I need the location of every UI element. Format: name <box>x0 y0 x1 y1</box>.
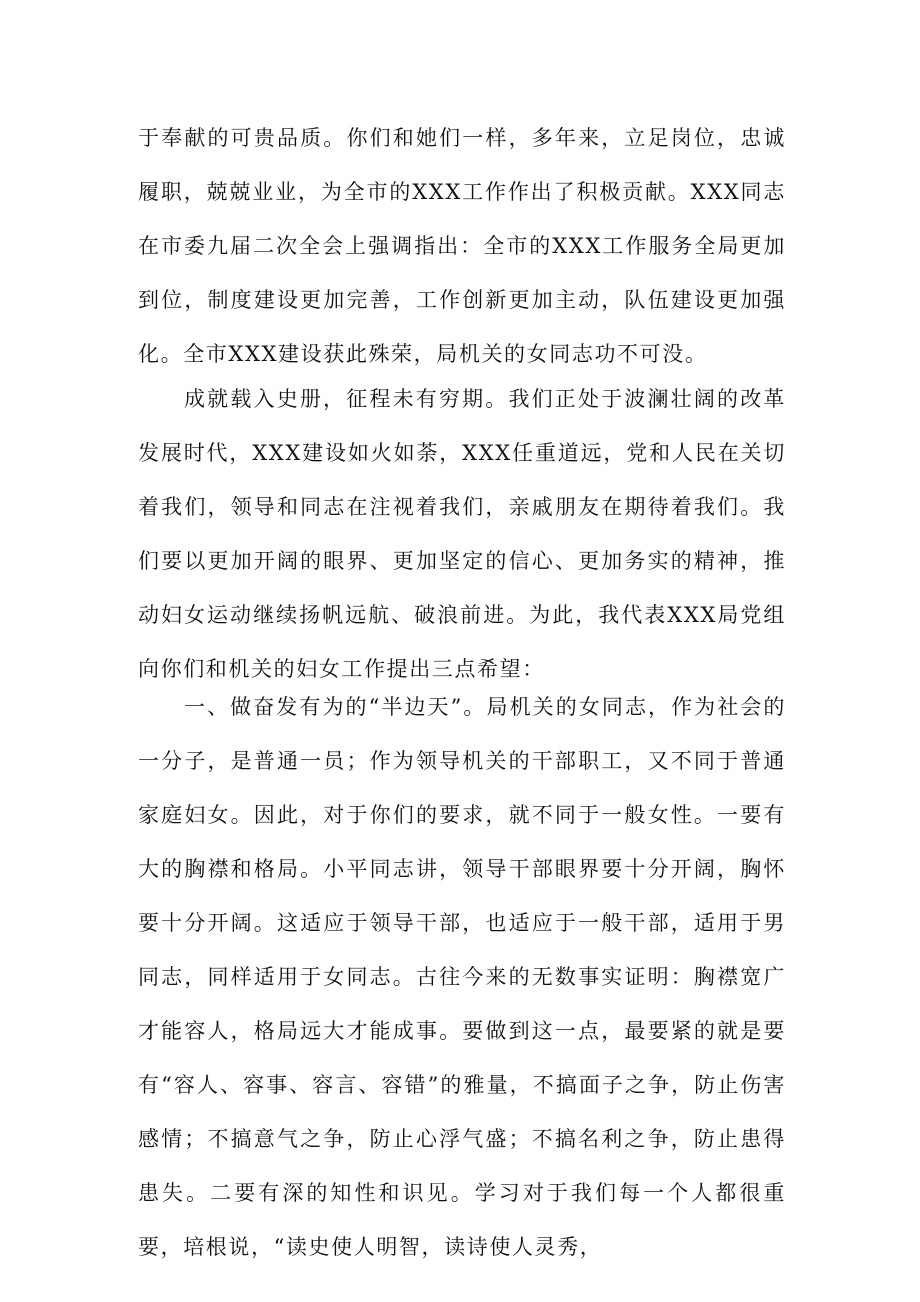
paragraph-text: 成就载入史册，征程未有穷期。我们正处于波澜壮阔的改革发展时代，XXX建设如火如荼，XXX任重道远，党和人民在关切着我们，领导和同志在注视着我们，亲戚朋友在期待着我们。我们要以更加开阔的眼界、更加坚定的信心、更加务实的精神，推动妇女运动继续扬帆远航、破浪前进。为此，我代表XXX局党组向你们和机关的妇女工作提出三点希望： <box>138 387 786 681</box>
paragraph-2 <box>138 372 786 696</box>
paragraph-1 <box>138 111 786 381</box>
paragraph-3 <box>138 680 786 1274</box>
paragraph-text: 一、做奋发有为的“半边天”。局机关的女同志，作为社会的一分子，是普通一员；作为领导机关的干部职工，又不同于普通家庭妇女。因此，对于你们的要求，就不同于一般女性。一要有大的胸襟和格局。小平同志讲，领导干部眼界要十分开阔，胸怀要十分开阔。这适应于领导干部，也适应于一般干部，适用于男同志，同样适用于女同志。古往今来的无数事实证明：胸襟宽广才能容人，格局远大才能成事。要做到这一点，最要紧的就是要有“容人、容事、容言、容错”的雅量，不搞面子之争，防止伤害感情；不搞意气之争，防止心浮气盛；不搞名利之争，防止患得患失。二要有深的知性和识见。学习对于我们每一个人都很重要，培根说，“读史使人明智，读诗使人灵秀， <box>138 695 786 1259</box>
paragraph-text: 于奉献的可贵品质。你们和她们一样，多年来，立足岗位，忠诚履职，兢兢业业，为全市的XXX工作作出了积极贡献。XXX同志在市委九届二次全会上强调指出：全市的XXX工作服务全局更加到位，制度建设更加完善，工作创新更加主动，队伍建设更加强化。全市XXX建设获此殊荣，局机关的女同志功不可没。 <box>138 126 786 366</box>
